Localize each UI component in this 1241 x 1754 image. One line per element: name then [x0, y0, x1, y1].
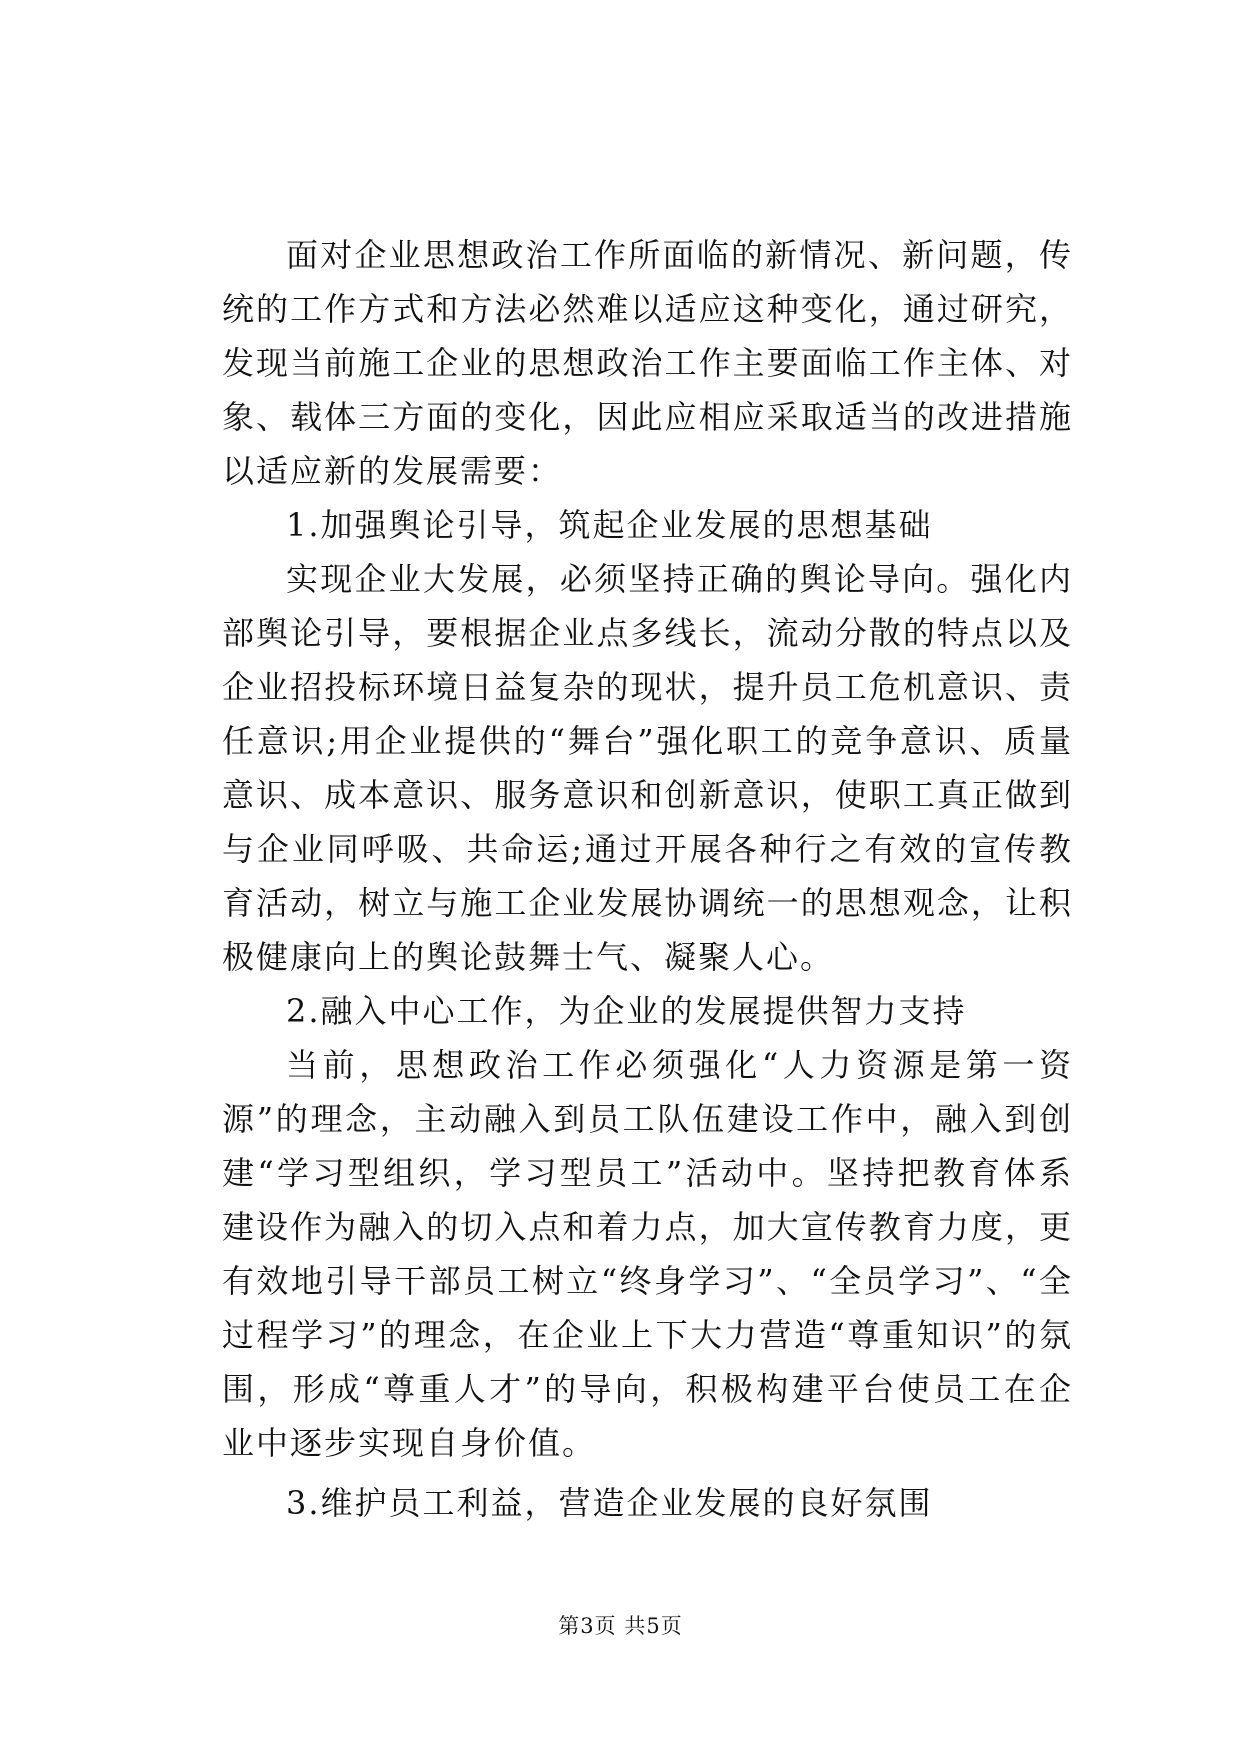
- page-footer: 第3页 共5页: [558, 1614, 683, 1638]
- paragraph-section-1: 实现企业大发展，必须坚持正确的舆论导向。强化内部舆论引导，要根据企业点多线长，流动分散的特点以及企业招投标环境日益复杂的现状，提升员工危机意识、责任意识;用企业提供的“舞台”强化职工的竞争意识、质量意识、成本意识、服务意识和创新意识，使职工真正做到与企业同呼吸、共命运;通过开展各种行之有效的宣传教育活动，树立与施工企业发展协调统一的思想观念，让积极健康向上的舆论鼓舞士气、凝聚人心。: [222, 560, 1073, 976]
- paragraph-section-2: 当前，思想政治工作必须强化“人力资源是第一资源”的理念，主动融入到员工队伍建设工作中，融入到创建“学习型组织，学习型员工”活动中。坚持把教育体系建设作为融入的切入点和着力点，加大宣传教育力度，更有效地引导干部员工树立“终身学习”、“全员学习”、“全过程学习”的理念，在企业上下大力营造“尊重知识”的氛围，形成“尊重人才”的导向，积极构建平台使员工在企业中逐步实现自身价值。: [222, 1046, 1073, 1462]
- section-heading-2: 2.融入中心工作，为企业的发展提供智力支持: [286, 992, 967, 1030]
- section-heading-3: 3.维护员工利益，营造企业发展的良好氛围: [286, 1484, 933, 1522]
- paragraph-intro: 面对企业思想政治工作所面临的新情况、新问题，传统的工作方式和方法必然难以适应这种变化，通过研究，发现当前施工企业的思想政治工作主要面临工作主体、对象、载体三方面的变化，因此应相应采取适当的改进措施以适应新的发展需要：: [222, 236, 1073, 490]
- section-heading-1: 1.加强舆论引导，筑起企业发展的思想基础: [286, 506, 933, 544]
- document-body: [222, 228, 1073, 1530]
